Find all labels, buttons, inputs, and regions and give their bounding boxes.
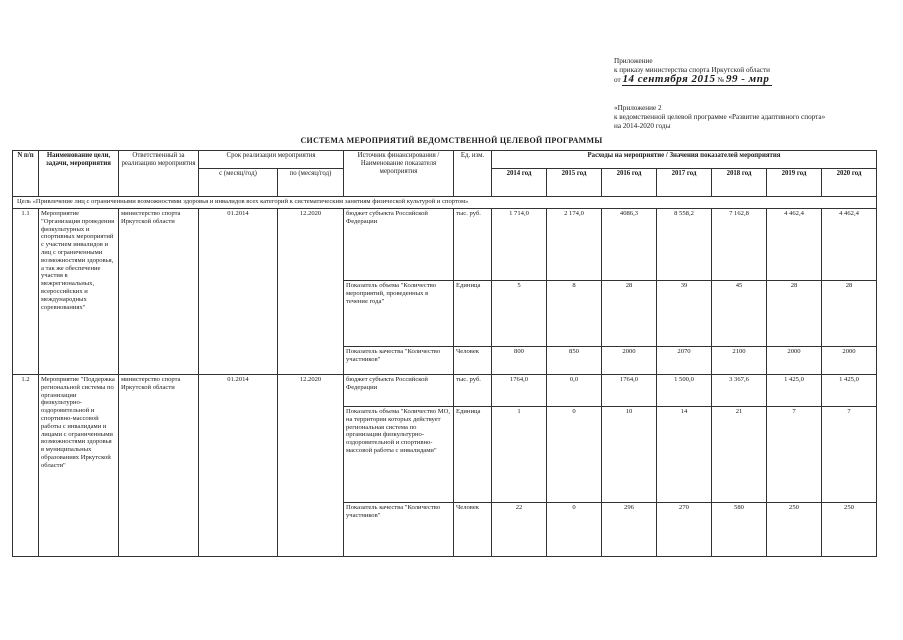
col-year: 2014 год bbox=[492, 169, 547, 197]
program-reference: к ведомственной целевой программе «Развитие адаптивного спорта» bbox=[614, 113, 826, 121]
value-cell: 10 bbox=[602, 407, 657, 503]
source: бюджет субъекта Российской Федерации bbox=[344, 209, 454, 281]
col-term-to: по (месяц/год) bbox=[278, 169, 344, 197]
value-cell: 2 174,0 bbox=[547, 209, 602, 281]
number-sign: № bbox=[717, 76, 725, 84]
unit: Человек bbox=[454, 503, 492, 557]
from-prefix: от bbox=[614, 76, 621, 84]
value-cell: 250 bbox=[822, 503, 877, 557]
term-to: 12.2020 bbox=[278, 209, 344, 375]
value-cell: 1 bbox=[492, 407, 547, 503]
value-cell: 2100 bbox=[712, 347, 767, 375]
measure-name: Мероприятие "Поддержка региональной системы по организации физкультурно-оздоровительной и спортивно-массовой работы с инвалидами и лицами с ограниченными возможностями здоровья в муниципальных образованиях Иркутской области" bbox=[39, 375, 119, 557]
order-reference: к приказу министерства спорта Иркутской области bbox=[614, 66, 770, 74]
handwritten-fill bbox=[622, 75, 772, 86]
value-cell: 21 bbox=[712, 407, 767, 503]
appendix2-label: «Приложение 2 bbox=[614, 104, 662, 112]
row-number: 1.2 bbox=[13, 375, 39, 557]
col-year: 2020 год bbox=[822, 169, 877, 197]
col-year: 2018 год bbox=[712, 169, 767, 197]
col-responsible: Ответственный за реализацию мероприятия bbox=[119, 151, 199, 197]
value-cell: 2000 bbox=[767, 347, 822, 375]
value-cell: 4 462,4 bbox=[822, 209, 877, 281]
col-source: Источник финансирования / Наименование показателя мероприятия bbox=[344, 151, 454, 197]
value-cell: 1 425,0 bbox=[767, 375, 822, 407]
value-cell: 800 bbox=[492, 347, 547, 375]
value-cell: 7 bbox=[767, 407, 822, 503]
responsible: министерство спорта Иркутской области bbox=[119, 375, 199, 557]
handwritten-number: 99 - мпр bbox=[726, 73, 770, 85]
value-cell: 1764,0 bbox=[492, 375, 547, 407]
value-cell: 28 bbox=[822, 281, 877, 347]
value-cell: 14 bbox=[657, 407, 712, 503]
value-cell: 1 425,0 bbox=[822, 375, 877, 407]
value-cell: 0 bbox=[547, 503, 602, 557]
source: Показатель качества "Количество участников" bbox=[344, 503, 454, 557]
value-cell: 8 bbox=[547, 281, 602, 347]
value-cell: 45 bbox=[712, 281, 767, 347]
goal-row bbox=[13, 197, 877, 209]
value-cell: 2000 bbox=[822, 347, 877, 375]
value-cell: 250 bbox=[767, 503, 822, 557]
value-cell: 1 714,0 bbox=[492, 209, 547, 281]
col-unit: Ед. изм. bbox=[454, 151, 492, 197]
unit: Человек bbox=[454, 347, 492, 375]
col-year: 2015 год bbox=[547, 169, 602, 197]
value-cell: 2070 bbox=[657, 347, 712, 375]
unit: Единица bbox=[454, 281, 492, 347]
goal-text: Цель «Привлечение лиц с ограниченными возможностями здоровья и инвалидов всех категорий к систематическим занятиям физической культурой и спортом» bbox=[13, 197, 877, 209]
row-number: 1.1 bbox=[13, 209, 39, 375]
value-cell: 850 bbox=[547, 347, 602, 375]
value-cell: 0,0 bbox=[547, 375, 602, 407]
term-from: 01.2014 bbox=[199, 375, 278, 557]
col-term: Срок реализации мероприятия bbox=[199, 151, 344, 169]
appendix-header bbox=[614, 57, 772, 86]
col-year: 2017 год bbox=[657, 169, 712, 197]
value-cell: 28 bbox=[767, 281, 822, 347]
table-row bbox=[13, 209, 877, 281]
value-cell: 22 bbox=[492, 503, 547, 557]
term-from: 01.2014 bbox=[199, 209, 278, 375]
program-table bbox=[12, 150, 877, 557]
value-cell: 8 558,2 bbox=[657, 209, 712, 281]
value-cell: 3 367,6 bbox=[712, 375, 767, 407]
value-cell: 1 500,0 bbox=[657, 375, 712, 407]
source: бюджет субъекта Российской Федерации bbox=[344, 375, 454, 407]
value-cell: 0 bbox=[547, 407, 602, 503]
value-cell: 1764,0 bbox=[602, 375, 657, 407]
value-cell: 4086,3 bbox=[602, 209, 657, 281]
unit: тыс. руб. bbox=[454, 209, 492, 281]
unit: тыс. руб. bbox=[454, 375, 492, 407]
col-name: Наименование цели, задачи, мероприятия bbox=[39, 151, 119, 197]
col-year: 2016 год bbox=[602, 169, 657, 197]
appendix-label: Приложение bbox=[614, 57, 653, 65]
order-date-line bbox=[614, 75, 772, 86]
handwritten-date: 14 сентября 2015 bbox=[622, 73, 716, 85]
table-row bbox=[13, 375, 877, 407]
value-cell: 28 bbox=[602, 281, 657, 347]
source: Показатель объема "Количество МО, на территории которых действует региональная система по организации физкультурно-оздоровительной и спортивно-массовой работы с инвалидами" bbox=[344, 407, 454, 503]
col-term-from: с (месяц/год) bbox=[199, 169, 278, 197]
col-expenses: Расходы на мероприятие / Значения показателей мероприятия bbox=[492, 151, 877, 169]
col-num: N п/п bbox=[13, 151, 39, 197]
value-cell: 296 bbox=[602, 503, 657, 557]
header-row-1 bbox=[13, 151, 877, 169]
value-cell: 4 462,4 bbox=[767, 209, 822, 281]
unit: Единица bbox=[454, 407, 492, 503]
value-cell: 5 bbox=[492, 281, 547, 347]
value-cell: 2000 bbox=[602, 347, 657, 375]
value-cell: 580 bbox=[712, 503, 767, 557]
value-cell: 270 bbox=[657, 503, 712, 557]
source: Показатель объема "Количество мероприятий, проведенных в течение года" bbox=[344, 281, 454, 347]
document-title: СИСТЕМА МЕРОПРИЯТИЙ ВЕДОМСТВЕННОЙ ЦЕЛЕВОЙ ПРОГРАММЫ bbox=[300, 136, 603, 145]
program-years: на 2014-2020 годы bbox=[614, 122, 671, 130]
source: Показатель качества "Количество участников" bbox=[344, 347, 454, 375]
value-cell: 7 bbox=[822, 407, 877, 503]
col-year: 2019 год bbox=[767, 169, 822, 197]
appendix2-header bbox=[614, 104, 825, 131]
value-cell: 7 162,8 bbox=[712, 209, 767, 281]
responsible: министерство спорта Иркутской области bbox=[119, 209, 199, 375]
value-cell: 39 bbox=[657, 281, 712, 347]
term-to: 12.2020 bbox=[278, 375, 344, 557]
measure-name: Мероприятие "Организация проведения физкультурных и спортивных мероприятий с участием инвалидов и лиц с ограниченными возможностями здоровья, а так же обеспечение участия в межрегиональных, всероссийских и международных соревнованиях" bbox=[39, 209, 119, 375]
